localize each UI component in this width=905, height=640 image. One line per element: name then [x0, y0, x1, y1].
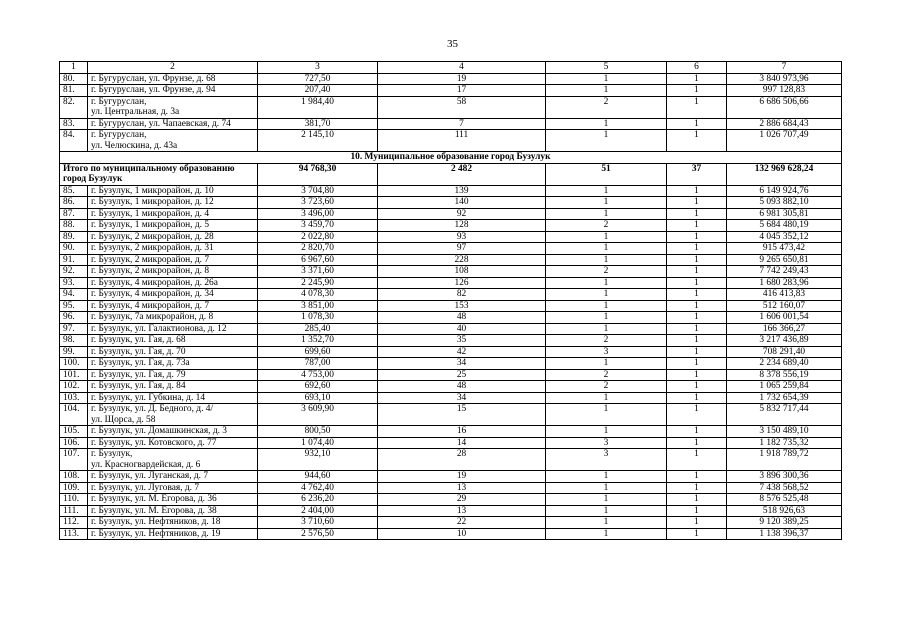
col4-cell: 48 — [378, 381, 546, 393]
cost-cell: 2 886 684,43 — [727, 118, 842, 130]
row-number: 92. — [60, 266, 88, 278]
col5-cell: 1 — [546, 289, 667, 301]
area-cell: 3 704,80 — [258, 185, 378, 197]
col4-cell: 140 — [378, 197, 546, 209]
table-row — [60, 346, 842, 358]
col4-cell: 93 — [378, 231, 546, 243]
col4-cell: 40 — [378, 323, 546, 335]
table-row — [60, 449, 842, 471]
cost-cell: 3 150 489,10 — [727, 426, 842, 438]
row-number: 94. — [60, 289, 88, 301]
cost-cell: 6 149 924,76 — [727, 185, 842, 197]
col6-cell: 1 — [667, 254, 727, 266]
cost-cell: 518 926,63 — [727, 505, 842, 517]
col5-cell: 1 — [546, 482, 667, 494]
col4-cell: 13 — [378, 482, 546, 494]
table-row — [60, 426, 842, 438]
cost-cell: 7 438 568,52 — [727, 482, 842, 494]
row-number: 96. — [60, 312, 88, 324]
col4-cell: 25 — [378, 369, 546, 381]
col5-cell: 1 — [546, 494, 667, 506]
col4-cell: 19 — [378, 73, 546, 85]
col5-cell: 3 — [546, 346, 667, 358]
col5-cell: 1 — [546, 404, 667, 426]
address-cell: г. Бузулук, 4 микрорайон, д. 34 — [88, 289, 258, 301]
col6-cell: 1 — [667, 300, 727, 312]
area-cell: 3 496,00 — [258, 208, 378, 220]
table-row — [60, 197, 842, 209]
col5-cell: 1 — [546, 312, 667, 324]
col6-cell: 1 — [667, 494, 727, 506]
total-col6: 37 — [667, 163, 727, 185]
col6-cell: 1 — [667, 505, 727, 517]
table-row — [60, 437, 842, 449]
address-cell: г. Бузулук, 1 микрорайон, д. 10 — [88, 185, 258, 197]
col5-cell: 1 — [546, 426, 667, 438]
address-cell: г. Бузулук, ул. Галактионова, д. 12 — [88, 323, 258, 335]
cost-cell: 3 896 300,36 — [727, 471, 842, 483]
area-cell: 1 984,40 — [258, 96, 378, 118]
col4-cell: 111 — [378, 130, 546, 152]
col6-cell: 1 — [667, 266, 727, 278]
row-number: 84. — [60, 130, 88, 152]
page-number: 35 — [447, 38, 458, 50]
col5-cell: 2 — [546, 220, 667, 232]
col5-cell: 1 — [546, 197, 667, 209]
row-number: 106. — [60, 437, 88, 449]
table-row — [60, 277, 842, 289]
col6-cell: 1 — [667, 220, 727, 232]
col4-cell: 13 — [378, 505, 546, 517]
area-cell: 800,50 — [258, 426, 378, 438]
row-number: 111. — [60, 505, 88, 517]
area-cell: 3 459,70 — [258, 220, 378, 232]
address-cell: г. Бузулук, 2 микрорайон, д. 7 — [88, 254, 258, 266]
row-number: 102. — [60, 381, 88, 393]
address-cell: г. Бузулук, ул. Котовского, д. 77 — [88, 437, 258, 449]
col4-cell: 29 — [378, 494, 546, 506]
table-row — [60, 243, 842, 255]
col4-cell: 19 — [378, 471, 546, 483]
row-number: 95. — [60, 300, 88, 312]
row-number: 103. — [60, 392, 88, 404]
row-number: 91. — [60, 254, 88, 266]
col5-cell: 1 — [546, 392, 667, 404]
table-row — [60, 369, 842, 381]
total-col4: 2 482 — [378, 163, 546, 185]
col6-cell: 1 — [667, 243, 727, 255]
address-cell: г. Бузулук, ул. Гая, д. 73а — [88, 358, 258, 370]
row-number: 88. — [60, 220, 88, 232]
row-number: 109. — [60, 482, 88, 494]
row-number: 99. — [60, 346, 88, 358]
col6-cell: 1 — [667, 185, 727, 197]
section-title: 10. Муниципальное образование город Бузулук — [60, 152, 842, 164]
col4-cell: 35 — [378, 335, 546, 347]
table-row — [60, 358, 842, 370]
row-number: 89. — [60, 231, 88, 243]
address-cell: г. Бузулук, ул. Д. Бедного, д. 4/ ул. Щорса, д. 58 — [88, 404, 258, 426]
row-number: 97. — [60, 323, 88, 335]
table-row — [60, 118, 842, 130]
area-cell: 381,70 — [258, 118, 378, 130]
area-cell: 693,10 — [258, 392, 378, 404]
col5-cell: 1 — [546, 517, 667, 529]
col6-cell: 1 — [667, 404, 727, 426]
cost-cell: 8 576 525,48 — [727, 494, 842, 506]
column-header: 6 — [667, 62, 727, 74]
col6-cell: 1 — [667, 392, 727, 404]
address-cell: г. Бузулук, 4 микрорайон, д. 26а — [88, 277, 258, 289]
area-cell: 1 074,40 — [258, 437, 378, 449]
address-cell: г. Бузулук, ул. Домашкинская, д. 3 — [88, 426, 258, 438]
col4-cell: 108 — [378, 266, 546, 278]
col5-cell: 2 — [546, 266, 667, 278]
area-cell: 2 145,10 — [258, 130, 378, 152]
cost-cell: 3 217 436,89 — [727, 335, 842, 347]
col4-cell: 42 — [378, 346, 546, 358]
row-number: 101. — [60, 369, 88, 381]
cost-cell: 3 840 973,96 — [727, 73, 842, 85]
col5-cell: 2 — [546, 381, 667, 393]
cost-cell: 708 291,40 — [727, 346, 842, 358]
address-cell: г. Бугуруслан, ул. Чапаевская, д. 74 — [88, 118, 258, 130]
col4-cell: 34 — [378, 392, 546, 404]
address-cell: г. Бузулук, 1 микрорайон, д. 4 — [88, 208, 258, 220]
table-row — [60, 482, 842, 494]
row-number: 87. — [60, 208, 88, 220]
address-cell: г. Бузулук, ул. Луганская, д. 7 — [88, 471, 258, 483]
cost-cell: 915 473,42 — [727, 243, 842, 255]
cost-cell: 5 684 480,19 — [727, 220, 842, 232]
table-row — [60, 185, 842, 197]
address-cell: г. Бузулук, 4 микрорайон, д. 7 — [88, 300, 258, 312]
total-label: Итого по муниципальному образованию город Бузулук — [60, 163, 258, 185]
cost-cell: 9 265 650,81 — [727, 254, 842, 266]
area-cell: 2 820,70 — [258, 243, 378, 255]
col6-cell: 1 — [667, 312, 727, 324]
area-cell: 4 753,00 — [258, 369, 378, 381]
row-number: 80. — [60, 73, 88, 85]
area-cell: 1 352,70 — [258, 335, 378, 347]
cost-cell: 1 918 789,72 — [727, 449, 842, 471]
table-row — [60, 300, 842, 312]
cost-cell: 997 128,83 — [727, 85, 842, 97]
table-row — [60, 96, 842, 118]
col4-cell: 48 — [378, 312, 546, 324]
area-cell: 2 404,00 — [258, 505, 378, 517]
address-cell: г. Бугуруслан, ул. Фрунзе, д. 68 — [88, 73, 258, 85]
row-number: 83. — [60, 118, 88, 130]
address-cell: г. Бузулук, ул. М. Егорова, д. 36 — [88, 494, 258, 506]
row-number: 112. — [60, 517, 88, 529]
row-number: 104. — [60, 404, 88, 426]
col4-cell: 97 — [378, 243, 546, 255]
address-cell: г. Бузулук, 1 микрорайон, д. 5 — [88, 220, 258, 232]
area-cell: 787,00 — [258, 358, 378, 370]
col6-cell: 1 — [667, 118, 727, 130]
col5-cell: 1 — [546, 471, 667, 483]
cost-cell: 416 413,83 — [727, 289, 842, 301]
address-cell: г. Бузулук, ул. М. Егорова, д. 38 — [88, 505, 258, 517]
col5-cell: 1 — [546, 323, 667, 335]
cost-cell: 512 160,07 — [727, 300, 842, 312]
row-number: 86. — [60, 197, 88, 209]
address-cell: г. Бугуруслан, ул. Челюскина, д. 43а — [88, 130, 258, 152]
address-cell: г. Бузулук, 2 микрорайон, д. 31 — [88, 243, 258, 255]
table-row — [60, 312, 842, 324]
column-header: 3 — [258, 62, 378, 74]
address-cell: г. Бузулук, ул. Нефтяников, д. 18 — [88, 517, 258, 529]
col6-cell: 1 — [667, 73, 727, 85]
table-row — [60, 392, 842, 404]
cost-cell: 6 981 305,81 — [727, 208, 842, 220]
col5-cell: 1 — [546, 130, 667, 152]
area-cell: 3 371,60 — [258, 266, 378, 278]
col4-cell: 92 — [378, 208, 546, 220]
cost-cell: 5 832 717,44 — [727, 404, 842, 426]
table-row — [60, 381, 842, 393]
col5-cell: 2 — [546, 96, 667, 118]
address-cell: г. Бузулук, 7а микрорайон, д. 8 — [88, 312, 258, 324]
col4-cell: 228 — [378, 254, 546, 266]
area-cell: 3 710,60 — [258, 517, 378, 529]
area-cell: 699,60 — [258, 346, 378, 358]
cost-cell: 9 120 389,25 — [727, 517, 842, 529]
column-header-row — [60, 62, 842, 74]
col5-cell: 1 — [546, 185, 667, 197]
table-row — [60, 208, 842, 220]
col4-cell: 10 — [378, 528, 546, 540]
col6-cell: 1 — [667, 277, 727, 289]
col5-cell: 1 — [546, 73, 667, 85]
table-row — [60, 130, 842, 152]
total-col5: 51 — [546, 163, 667, 185]
cost-cell: 1 026 707,49 — [727, 130, 842, 152]
area-cell: 944,60 — [258, 471, 378, 483]
col6-cell: 1 — [667, 471, 727, 483]
row-number: 107. — [60, 449, 88, 471]
address-cell: г. Бугуруслан, ул. Центральная, д. 3а — [88, 96, 258, 118]
total-area: 94 768,30 — [258, 163, 378, 185]
col4-cell: 139 — [378, 185, 546, 197]
row-number: 85. — [60, 185, 88, 197]
cost-cell: 6 686 506,66 — [727, 96, 842, 118]
area-cell: 6 236,20 — [258, 494, 378, 506]
table-row — [60, 528, 842, 540]
col4-cell: 153 — [378, 300, 546, 312]
col4-cell: 14 — [378, 437, 546, 449]
col5-cell: 2 — [546, 335, 667, 347]
col6-cell: 1 — [667, 528, 727, 540]
col6-cell: 1 — [667, 426, 727, 438]
row-number: 105. — [60, 426, 88, 438]
col5-cell: 1 — [546, 358, 667, 370]
col6-cell: 1 — [667, 449, 727, 471]
address-cell: г. Бузулук, ул. Гая, д. 79 — [88, 369, 258, 381]
col6-cell: 1 — [667, 358, 727, 370]
table-row — [60, 335, 842, 347]
column-header: 5 — [546, 62, 667, 74]
cost-cell: 2 234 689,40 — [727, 358, 842, 370]
table-row — [60, 220, 842, 232]
area-cell: 4 762,40 — [258, 482, 378, 494]
table-row — [60, 471, 842, 483]
col4-cell: 126 — [378, 277, 546, 289]
col4-cell: 16 — [378, 426, 546, 438]
address-cell: г. Бузулук, ул. Нефтяников, д. 19 — [88, 528, 258, 540]
total-cost: 132 969 628,24 — [727, 163, 842, 185]
col5-cell: 1 — [546, 118, 667, 130]
cost-cell: 7 742 249,43 — [727, 266, 842, 278]
cost-cell: 1 680 283,96 — [727, 277, 842, 289]
col6-cell: 1 — [667, 85, 727, 97]
table-row — [60, 517, 842, 529]
table-row — [60, 85, 842, 97]
col4-cell: 22 — [378, 517, 546, 529]
area-cell: 3 609,90 — [258, 404, 378, 426]
col6-cell: 1 — [667, 381, 727, 393]
col6-cell: 1 — [667, 96, 727, 118]
col5-cell: 1 — [546, 243, 667, 255]
col5-cell: 1 — [546, 528, 667, 540]
area-cell: 2 245,90 — [258, 277, 378, 289]
col6-cell: 1 — [667, 208, 727, 220]
col5-cell: 1 — [546, 85, 667, 97]
area-cell: 6 967,60 — [258, 254, 378, 266]
row-number: 93. — [60, 277, 88, 289]
col4-cell: 15 — [378, 404, 546, 426]
row-number: 110. — [60, 494, 88, 506]
address-cell: г. Бузулук, 1 микрорайон, д. 12 — [88, 197, 258, 209]
cost-cell: 1 065 259,84 — [727, 381, 842, 393]
col6-cell: 1 — [667, 197, 727, 209]
cost-cell: 8 378 556,19 — [727, 369, 842, 381]
table-row — [60, 404, 842, 426]
address-cell: г. Бузулук, ул. Губкина, д. 14 — [88, 392, 258, 404]
total-row — [60, 163, 842, 185]
row-number: 90. — [60, 243, 88, 255]
col5-cell: 1 — [546, 254, 667, 266]
col6-cell: 1 — [667, 231, 727, 243]
col6-cell: 1 — [667, 482, 727, 494]
address-cell: г. Бузулук, 2 микрорайон, д. 8 — [88, 266, 258, 278]
col6-cell: 1 — [667, 323, 727, 335]
area-cell: 1 078,30 — [258, 312, 378, 324]
row-number: 113. — [60, 528, 88, 540]
cost-cell: 1 606 001,54 — [727, 312, 842, 324]
col4-cell: 34 — [378, 358, 546, 370]
column-header: 1 — [60, 62, 88, 74]
area-cell: 285,40 — [258, 323, 378, 335]
address-cell: г. Бузулук, ул. Гая, д. 68 — [88, 335, 258, 347]
address-cell: г. Бузулук, ул. Гая, д. 84 — [88, 381, 258, 393]
cost-cell: 1 182 735,32 — [727, 437, 842, 449]
area-cell: 3 851,00 — [258, 300, 378, 312]
area-cell: 3 723,60 — [258, 197, 378, 209]
col4-cell: 28 — [378, 449, 546, 471]
table-row — [60, 289, 842, 301]
address-cell: г. Бузулук, ул. Гая, д. 70 — [88, 346, 258, 358]
housing-table — [59, 61, 842, 540]
column-header: 2 — [88, 62, 258, 74]
address-cell: г. Бугуруслан, ул. Фрунзе, д. 94 — [88, 85, 258, 97]
area-cell: 2 022,80 — [258, 231, 378, 243]
col5-cell: 3 — [546, 437, 667, 449]
col5-cell: 1 — [546, 231, 667, 243]
col4-cell: 7 — [378, 118, 546, 130]
col6-cell: 1 — [667, 335, 727, 347]
cost-cell: 5 093 882,10 — [727, 197, 842, 209]
column-header: 7 — [727, 62, 842, 74]
col6-cell: 1 — [667, 369, 727, 381]
area-cell: 727,50 — [258, 73, 378, 85]
area-cell: 207,40 — [258, 85, 378, 97]
table-row — [60, 254, 842, 266]
area-cell: 2 576,50 — [258, 528, 378, 540]
cost-cell: 4 045 352,12 — [727, 231, 842, 243]
col5-cell: 1 — [546, 208, 667, 220]
row-number: 82. — [60, 96, 88, 118]
col4-cell: 58 — [378, 96, 546, 118]
address-cell: г. Бузулук, 2 микрорайон, д. 28 — [88, 231, 258, 243]
cost-cell: 1 732 654,39 — [727, 392, 842, 404]
col6-cell: 1 — [667, 346, 727, 358]
table-row — [60, 231, 842, 243]
area-cell: 932,10 — [258, 449, 378, 471]
area-cell: 4 078,30 — [258, 289, 378, 301]
table-row — [60, 266, 842, 278]
row-number: 100. — [60, 358, 88, 370]
table-row — [60, 73, 842, 85]
col5-cell: 1 — [546, 505, 667, 517]
address-cell: г. Бузулук, ул. Красногвардейская, д. 6 — [88, 449, 258, 471]
address-cell: г. Бузулук, ул. Луговая, д. 7 — [88, 482, 258, 494]
col4-cell: 128 — [378, 220, 546, 232]
row-number: 98. — [60, 335, 88, 347]
cost-cell: 166 366,27 — [727, 323, 842, 335]
column-header: 4 — [378, 62, 546, 74]
col6-cell: 1 — [667, 437, 727, 449]
col4-cell: 17 — [378, 85, 546, 97]
col5-cell: 2 — [546, 369, 667, 381]
row-number: 108. — [60, 471, 88, 483]
col6-cell: 1 — [667, 130, 727, 152]
table-row — [60, 323, 842, 335]
table-row — [60, 494, 842, 506]
section-title-row — [60, 152, 842, 164]
col5-cell: 1 — [546, 277, 667, 289]
table-row — [60, 505, 842, 517]
area-cell: 692,60 — [258, 381, 378, 393]
col5-cell: 1 — [546, 300, 667, 312]
col5-cell: 3 — [546, 449, 667, 471]
col6-cell: 1 — [667, 517, 727, 529]
col6-cell: 1 — [667, 289, 727, 301]
row-number: 81. — [60, 85, 88, 97]
cost-cell: 1 138 396,37 — [727, 528, 842, 540]
col4-cell: 82 — [378, 289, 546, 301]
